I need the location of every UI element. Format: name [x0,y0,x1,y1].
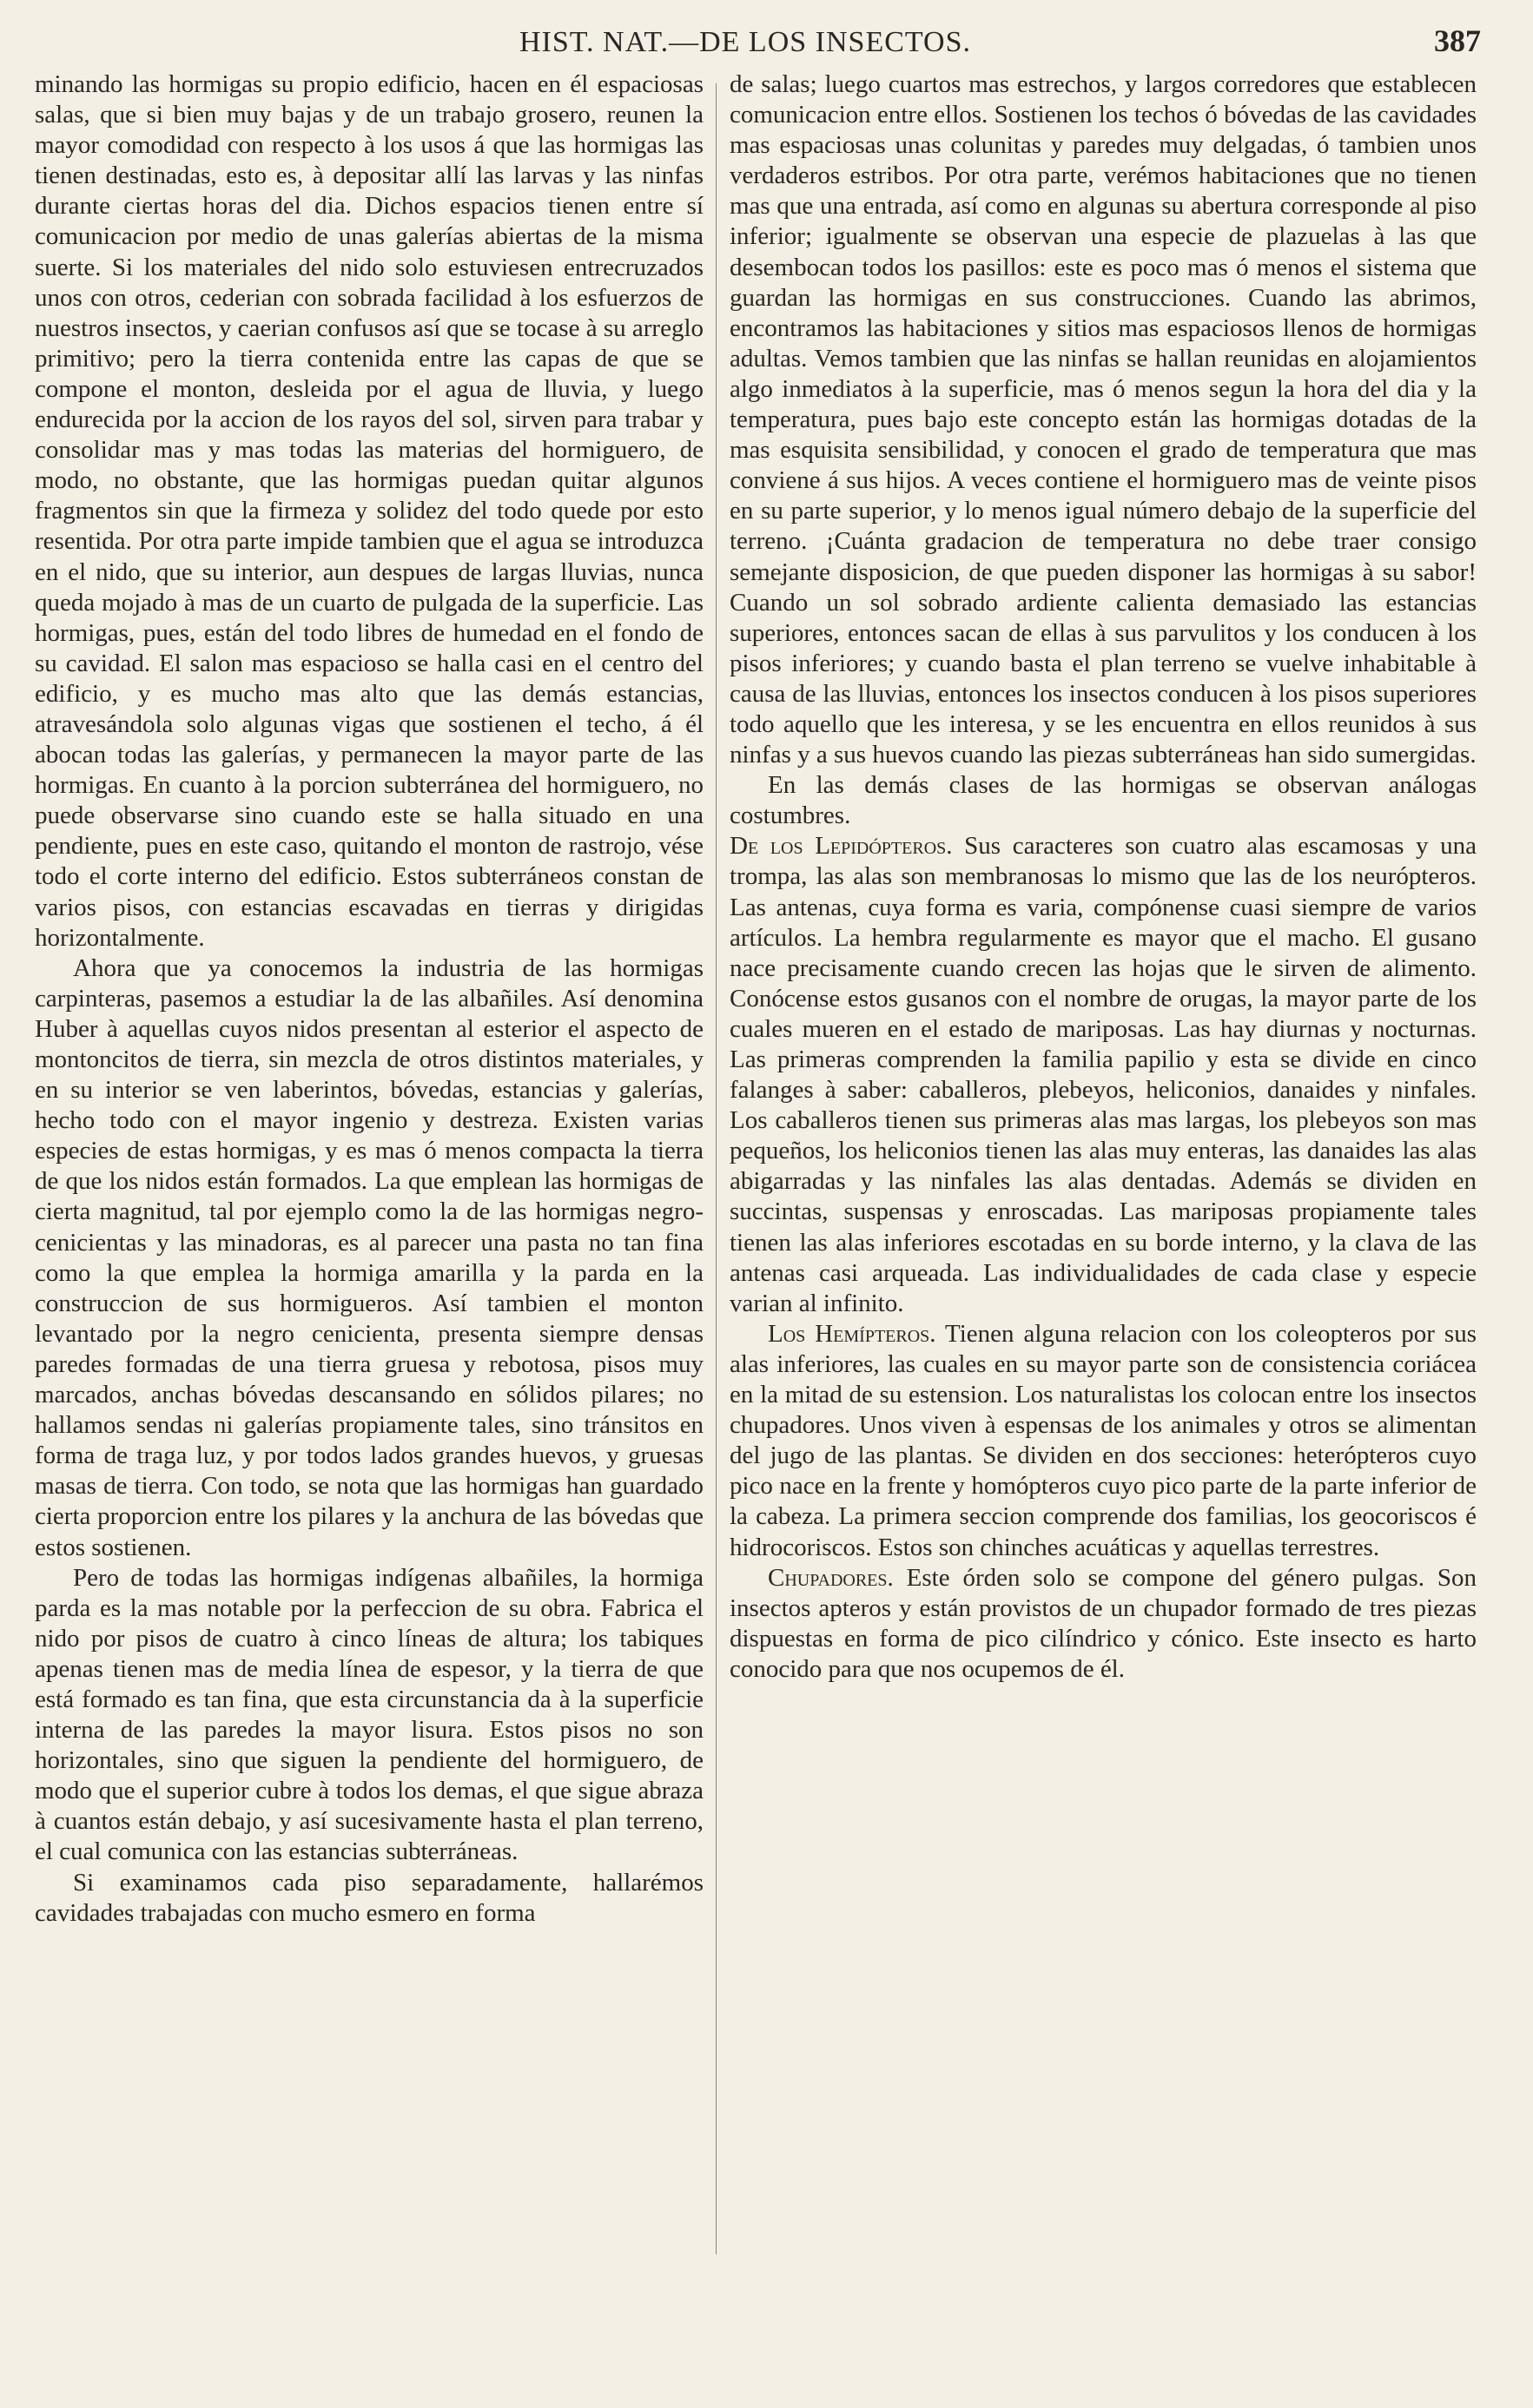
right-column [730,69,1477,1685]
paragraph-body: Este órden solo se compone del género pulgas. Son insectos apteros y están provistos de un chupador formado de tres piezas dispuestas en forma de pico cilíndrico y cónico. Este insecto es harto conocido para que nos ocupemos de él. [730,1563,1477,1683]
left-column [35,69,704,1929]
paragraph: Pero de todas las hormigas indígenas albañiles, la hormiga parda es la mas notable por la perfeccion de su obra. Fabrica el nido por pisos de cuatro à cinco líneas de altura; los tabiques apenas tienen mas de media línea de espesor, y la tierra de que está formado es tan fina, que esta circunstancia da à la superficie interna de las paredes la mayor lisura. Estos pisos no son horizontales, sino que siguen la pendiente del hormiguero, de modo que el superior cubre à todos los demas, el que sigue abraza à cuantos están debajo, y así sucesivamente hasta el plan terreno, el cual comunica con las estancias subterráneas. [35,1563,704,1866]
paragraph-body: Tienen alguna relacion con los coleopteros por sus alas inferiores, las cuales en su mayor parte son de consistencia coriácea en la mitad de su estension. Los naturalistas los colocan entre los insectos chupadores. Unos viven à espensas de los animales y otros se alimentan del jugo de las plantas. Se dividen en dos secciones: heterópteros cuyo pico nace en la frente y homópteros cuyo pico parte de la parte inferior de la cabeza. La primera seccion comprende dos familias, los geocoriscos é hidrocoriscos. Estos son chinches acuáticas y aquellas terrestres. [730,1319,1477,1561]
paragraph: de salas; luego cuartos mas estrechos, y largos corredores que establecen comunicacion entre ellos. Sostienen los techos ó bóvedas de las cavidades mas espaciosas unas colunitas y paredes muy delgadas, ó tambien unos verdaderos estribos. Por otra parte, verémos habitaciones que no tienen mas que una entrada, así como en algunas su abertura corresponde al piso inferior; igualmente se observan una especie de plazuelas à las que desembocan todos los pasillos: este es poco mas ó menos el sistema que guardan las hormigas en sus construcciones. Cuando las abrimos, encontramos las habitaciones y sitios mas espaciosos llenos de hormigas adultas. Vemos tambien que las ninfas se hallan reunidas en alojamientos algo inmediatos à la superficie, mas ó menos segun la hora del dia y la temperatura, pues bajo este concepto están las hormigas dotadas de la mas esquisita sensibilidad, y conocen el grado de temperatura que mas conviene á sus hijos. A veces contiene el hormiguero mas de veinte pisos en su parte superior, y lo menos igual número debajo de la superficie del terreno. ¡Cuánta gradacion de temperatura no debe traer consigo semejante disposicion, de que pueden disponer las hormigas à su sabor! Cuando un sol sobrado ardiente calienta demasiado las estancias superiores, entonces sacan de ellas à sus parvulitos y los conducen à los pisos inferiores; y cuando basta el plan terreno se vuelve inhabitable à causa de las lluvias, entonces los insectos conducen à los pisos superiores todo aquello que les interesa, y se les encuentra en ellos reunidos à sus ninfas y a sus huevos cuando las piezas subterráneas han sido sumergidas. [730,70,1477,769]
section-paragraph-hemipteros [730,1319,1477,1563]
section-heading: De los Lepidópteros. [730,832,953,861]
paragraph: Ahora que ya conocemos la industria de las hormigas carpinteras, pasemos a estudiar la de las albañiles. Así denomina Huber à aquellas cuyos nidos presentan al esterior el aspecto de montoncitos de tierra, sin mezcla de otros distintos materiales, y en su interior se ven laberintos, bóvedas, estancias y galerías, hecho todo con el mayor ingenio y destreza. Existen varias especies de estas hormigas, y es mas ó menos compacta la tierra de que los nidos están formados. La que emplean las hormigas de cierta magnitud, tal por ejemplo como la de las hormigas negro-cenicientas y las minadoras, es al parecer una pasta no tan fina como la que emplea la hormiga amarilla y la parda en la construccion de sus hormigueros. Así tambien el monton levantado por la negro cenicienta, presenta siempre densas paredes formadas de una tierra gruesa y rebotosa, pisos muy marcados, anchas bóvedas descansando en sólidos pilares; no hallamos sendas ni galerías propiamente tales, sino tránsitos en forma de traga luz, y por todos lados grandes huevos, y gruesas masas de tierra. Con todo, se nota que las hormigas han guardado cierta proporcion entre los pilares y la anchura de las bóvedas que estos sostienen. [35,953,704,1561]
column-divider [716,83,717,2254]
section-heading: Los Hemípteros. [768,1319,936,1348]
page-number: 387 [1434,23,1481,58]
running-head: HIST. NAT.—DE LOS INSECTOS. [519,26,972,58]
paragraph: En las demás clases de las hormigas se observan análogas costumbres. [730,771,1477,830]
paragraph: minando las hormigas su propio edificio, hacen en él espaciosas salas, que si bien muy bajas y de un trabajo grosero, reunen la mayor comodidad con respecto à los usos á que las hormigas las tienen destinadas, esto es, à depositar allí las larvas y las ninfas durante ciertas horas del dia. Dichos espacios tienen entre sí comunicacion por medio de unas galerías abiertas de la misma suerte. Si los materiales del nido solo estuviesen entrecruzados unos con otros, cederian con sobrada facilidad à los esfuerzos de nuestros insectos, y caerian confusos así que se tocase à su arreglo primitivo; pero la tierra contenida entre las capas de que se compone el monton, desleida por el agua de lluvia, y luego endurecida por la accion de los rayos del sol, sirven para trabar y consolidar mas y mas todas las materias del hormiguero, de modo, no obstante, que las hormigas puedan quitar algunos fragmentos sin que la firmeza y solidez del todo quede por esto resentida. Por otra parte impide tambien que el agua se introduzca en el nido, que su interior, aun despues de largas lluvias, nunca queda mojado à mas de un cuarto de pulgada de la superficie. Las hormigas, pues, están del todo libres de humedad en el fondo de su cavidad. El salon mas espacioso se halla casi en el centro del edificio, y es mucho mas alto que las demás estancias, atravesándola solo algunas vigas que sostienen el techo, á él abocan todas las galerías, y permanecen la mayor parte de las hormigas. En cuanto à la porcion subterránea del hormiguero, no puede observarse sino cuando este se halla situado en una pendiente, pues en este caso, quitando el monton de rastrojo, vése todo el corte interno del edificio. Estos subterráneos constan de varios pisos, con estancias escavadas en tierras y dirigidas horizontalmente. [35,70,704,952]
page-header [43,19,1490,63]
section-paragraph-chupadores [730,1563,1477,1685]
section-heading: Chupadores. [768,1563,894,1592]
paragraph: Si examinamos cada piso separadamente, hallarémos cavidades trabajadas con mucho esmero en forma [35,1868,704,1927]
paragraph-body: Sus caracteres son cuatro alas escamosas y una trompa, las alas son membranosas lo mismo que las de los neurópteros. Las antenas, cuya forma es varia, compónense cuasi siempre de varios artículos. La hembra regularmente es mayor que el macho. El gusano nace precisamente cuando crecen las hojas que le sirven de alimento. Conócense estos gusanos con el nombre de orugas, la mayor parte de los cuales mueren en el estado de mariposas. Las hay diurnas y nocturnas. Las primeras comprenden la familia papilio y esta se divide en cinco falanges à saber: caballeros, plebeyos, heliconios, danaides y ninfales. Los caballeros tienen sus primeras alas mas largas, los plebeyos son mas pequeños, los heliconios tienen las alas muy enteras, las danaides las alas abigarradas y las ninfales las alas dentadas. Además se dividen en succintas, suspensas y enroscadas. Las mariposas propiamente tales tienen las alas inferiores escotadas en su borde interno, y la clava de las antenas casi arqueada. Las individualidades de cada clase y especie varian al infinito. [730,832,1477,1317]
section-paragraph-lepidopteros [730,831,1477,1319]
